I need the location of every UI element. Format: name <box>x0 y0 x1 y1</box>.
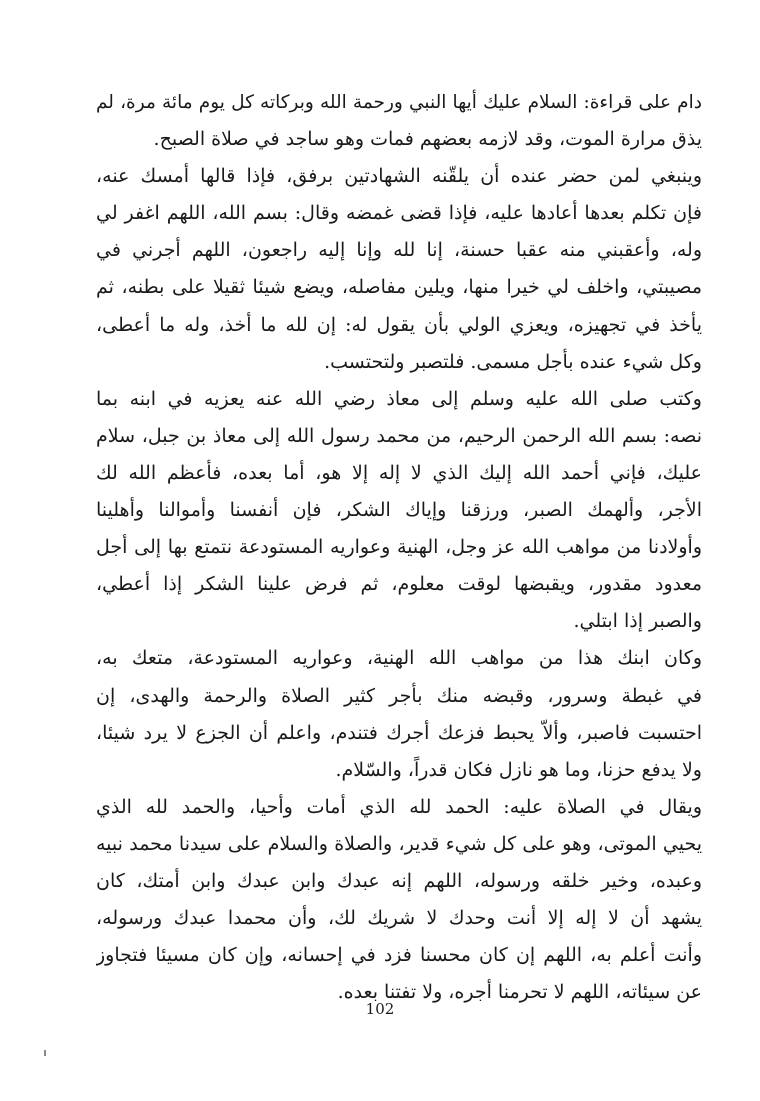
text-block <box>96 84 702 1011</box>
text-line-14: معدود مقدور، ويقبضها لوقت معلوم، ثم فرض علينا الشكر إذا أعطي، <box>96 573 702 596</box>
text-line-25: عن سيئاته، اللهم لا تحرمنا أجره، ولا تفتنا بعده. <box>337 981 702 1004</box>
text-line-11: عليك، فإني أحمد الله إليك الذي لا إله إلا هو، أما بعده، فأعظم الله لك <box>96 461 702 484</box>
text-line-13: وأولادنا من مواهب الله عز وجل، الهنية وعواريه المستودعة نتمتع بها إلى أجل <box>96 536 702 559</box>
text-line-22: وعبده، وخير خلقه ورسوله، اللهم إنه عبدك وابن عبدك وابن أمتك، كان <box>96 869 702 892</box>
text-line-9: وكتب صلى الله عليه وسلم إلى معاذ رضي الله عنه يعزيه في ابنه بما <box>96 387 702 410</box>
text-line-6: مصيبتي، واخلف لي خيرا منها، ويلين مفاصله، ويضع شيئا ثقيلا على بطنه، ثم <box>96 276 702 299</box>
page-number: 102 <box>365 1000 395 1018</box>
text-line-12: الأجر، وألهمك الصبر، ورزقنا وإياك الشكر، فإن أنفسنا وأموالنا وأهلينا <box>96 499 702 522</box>
text-line-4: فإن تكلم بعدها أعادها عليه، فإذا قضى غمضه وقال: بسم الله، اللهم اغفر لي <box>96 202 702 225</box>
text-line-5: وله، وأعقبني منه عقبا حسنة، إنا لله وإنا إليه راجعون، اللهم أجرني في <box>96 239 702 262</box>
text-line-23: يشهد أن لا إله إلا أنت وحدك لا شريك لك، وأن محمدا عبدك ورسوله، <box>96 907 702 930</box>
text-line-10: نصه: بسم الله الرحمن الرحيم، من محمد رسول الله إلى معاذ بن جبل، سلام <box>96 424 702 447</box>
text-line-21: يحيي الموتى، وهو على كل شيء قدير، والصلاة والسلام على سيدنا محمد نبيه <box>96 832 702 855</box>
text-line-18: احتسبت فاصبر، وألاّ يحبط فزعك أجرك فتندم، واعلم أن الجزع لا يرد شيئا، <box>96 721 702 744</box>
text-line-20: ويقال في الصلاة عليه: الحمد لله الذي أمات وأحيا، والحمد لله الذي <box>96 795 702 818</box>
text-line-19: ولا يدفع حزنا، وما هو نازل فكان قدراً، والسّلام. <box>335 758 702 781</box>
text-line-8: وكل شيء عنده بأجل مسمى. فلتصبر ولتحتسب. <box>324 350 702 373</box>
text-line-16: وكان ابنك هذا من مواهب الله الهنية، وعواريه المستودعة، متعك به، <box>96 647 702 670</box>
text-line-7: يأخذ في تجهيزه، ويعزي الولي بأن يقول له: إن لله ما أخذ، وله ما أعطى، <box>96 313 702 336</box>
text-line-1: دام على قراءة: السلام عليك أيها النبي ورحمة الله وبركاته كل يوم مائة مرة، لم <box>96 92 702 113</box>
text-line-2: يذق مرارة الموت، وقد لازمه بعضهم فمات وهو ساجد في صلاة الصبح. <box>153 128 702 151</box>
scan-speck <box>44 1050 46 1056</box>
text-line-24: وأنت أعلم به، اللهم إن كان محسنا فزد في إحسانه، وإن كان مسيئا فتجاوز <box>96 944 702 967</box>
text-line-3: وينبغي لمن حضر عنده أن يلقّنه الشهادتين برفق، فإذا قالها أمسك عنه، <box>96 165 702 188</box>
text-line-17: في غبطة وسرور، وقبضه منك بأجر كثير الصلاة والرحمة والهدى، إن <box>96 684 702 707</box>
text-line-15: والصبر إذا ابتلي. <box>573 610 702 633</box>
